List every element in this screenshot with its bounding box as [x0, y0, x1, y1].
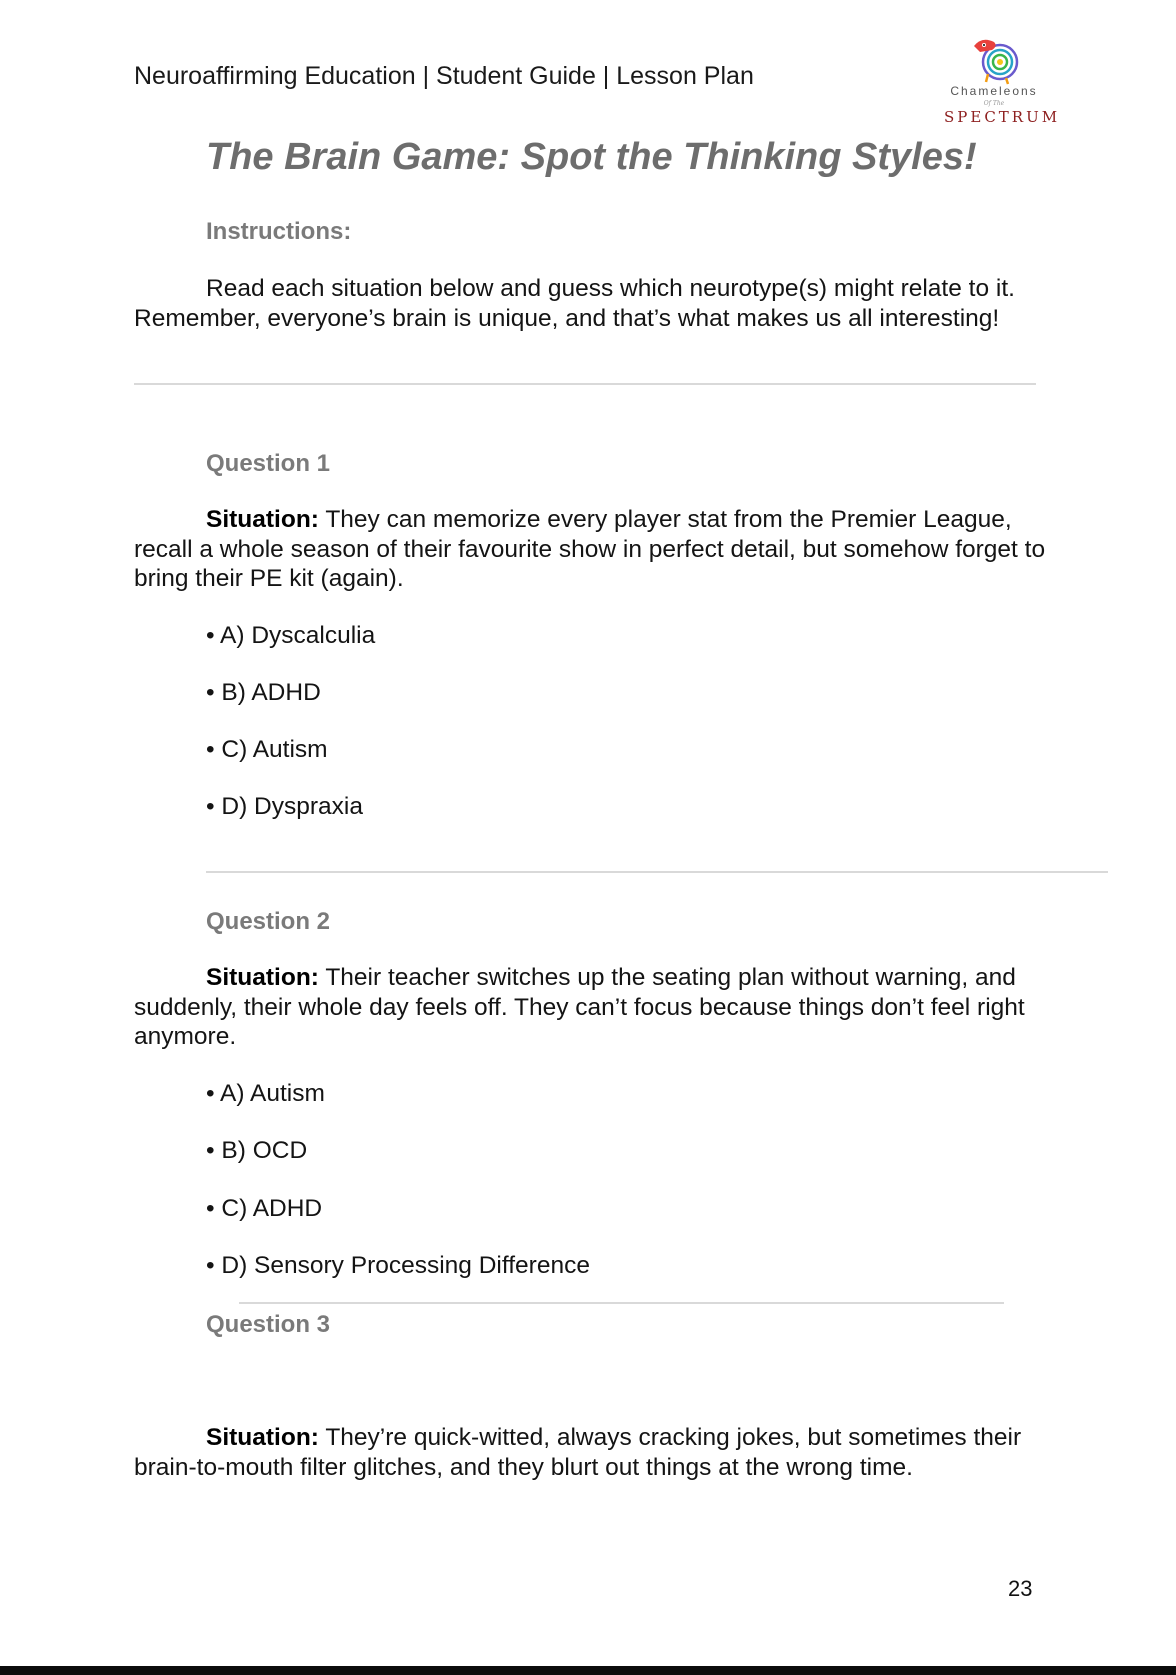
situation-label: Situation:: [206, 1424, 319, 1451]
page-title: The Brain Game: Spot the Thinking Styles!: [206, 136, 977, 178]
question-1-label: Question 1: [206, 450, 331, 477]
section-divider: [134, 383, 1036, 385]
question-1-option-a: • A) Dyscalculia: [206, 622, 376, 649]
question-3-situation: [134, 1423, 1054, 1482]
situation-label: Situation:: [206, 506, 319, 533]
question-2-option-d: • D) Sensory Processing Difference: [206, 1252, 590, 1279]
logo-text-spectrum: SPECTRUM: [944, 108, 1061, 126]
document-header: Neuroaffirming Education | Student Guide | Lesson Plan: [134, 62, 754, 90]
situation-text: They can memorize every player stat from the Premier League, recall a whole season of their favourite show in perfect detail, but somehow forget to bring their PE kit (again).: [134, 506, 1046, 592]
page-number: 23: [1008, 1576, 1033, 1601]
question-2-situation: [134, 963, 1054, 1052]
question-1-option-c: • C) Autism: [206, 736, 328, 763]
question-2-option-a: • A) Autism: [206, 1080, 325, 1107]
question-1-option-d: • D) Dyspraxia: [206, 793, 363, 820]
situation-text: Their teacher switches up the seating plan without warning, and suddenly, their whole day feels off. They can’t focus because things don’t feel right anymore.: [134, 964, 1025, 1050]
question-1-situation: [134, 505, 1054, 594]
situation-label: Situation:: [206, 964, 319, 991]
instructions-label: Instructions:: [206, 218, 352, 245]
question-divider: [239, 1302, 1004, 1304]
question-2-label: Question 2: [206, 908, 331, 935]
logo-text-of-the: Of The: [983, 100, 1005, 107]
question-1-option-b: • B) ADHD: [206, 679, 321, 706]
bottom-edge-bar: [0, 1666, 1176, 1675]
question-3-label: Question 3: [206, 1311, 331, 1338]
chameleons-logo: [944, 34, 1061, 134]
question-divider: [206, 871, 1108, 873]
instructions-text: Read each situation below and guess which neurotype(s) might relate to it. Remember, everyone’s brain is unique, and that’s what makes us all interesting!: [134, 275, 1015, 332]
chameleon-icon: [944, 34, 1044, 86]
question-2-option-c: • C) ADHD: [206, 1195, 323, 1222]
question-2-option-b: • B) OCD: [206, 1137, 308, 1164]
logo-text-chameleons: Chameleons: [950, 84, 1038, 98]
situation-text: They’re quick-witted, always cracking jokes, but sometimes their brain-to-mouth filter glitches, and they blurt out things at the wrong time.: [134, 1424, 1022, 1481]
